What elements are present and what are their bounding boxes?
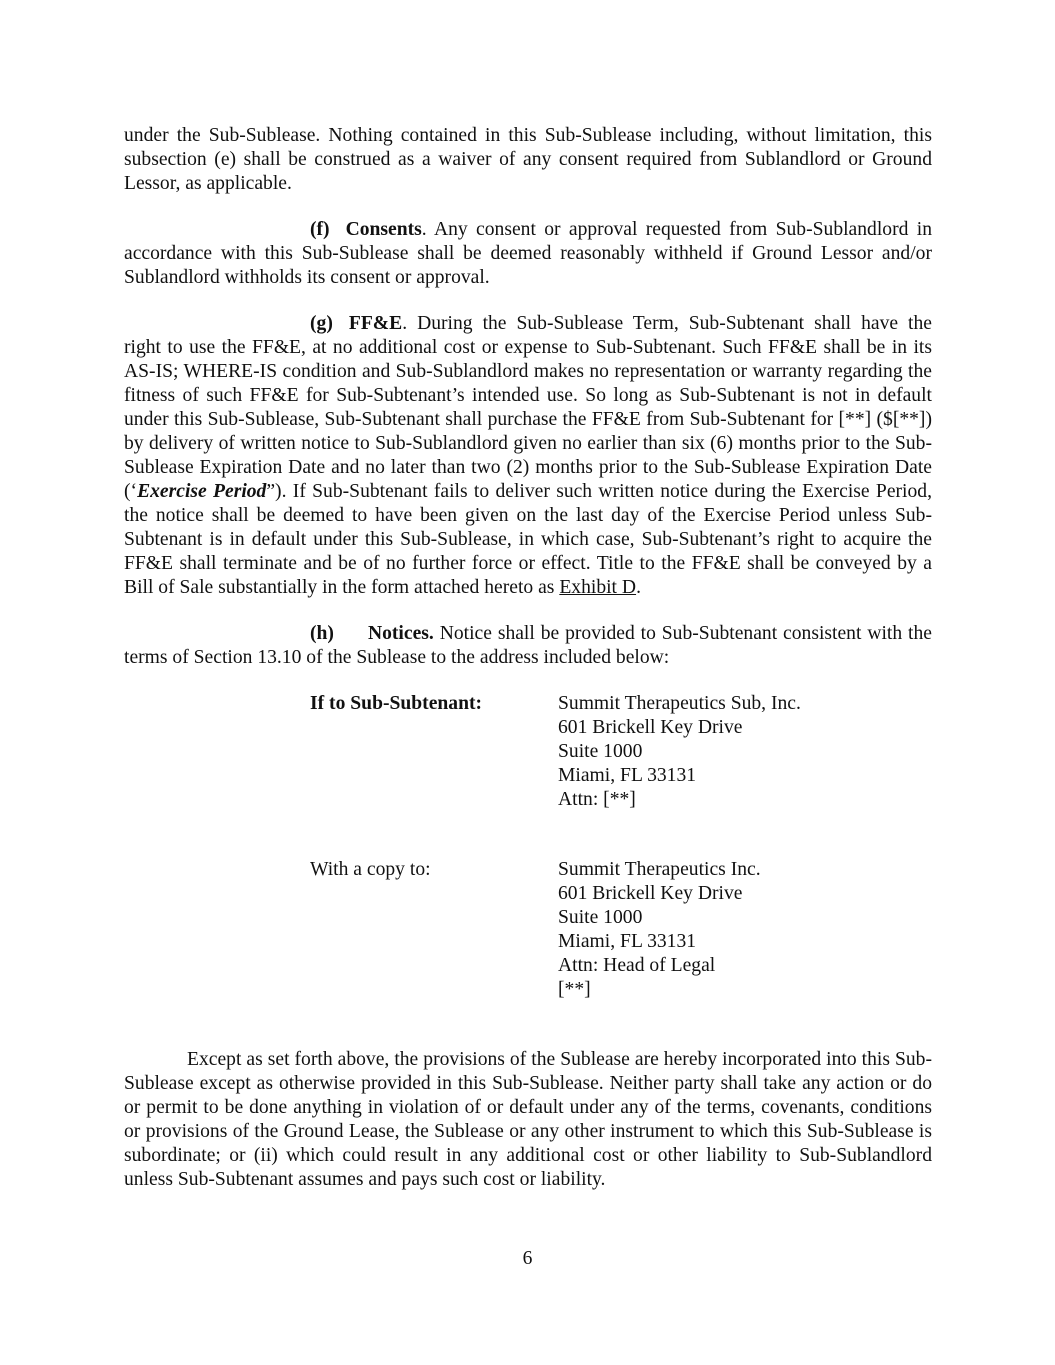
- section-f-letter: (f): [310, 219, 330, 240]
- section-g-letter: (g): [310, 313, 333, 334]
- address-line: Summit Therapeutics Sub, Inc.: [558, 693, 801, 714]
- section-g-text-1: . During the Sub-Sublease Term, Sub-Subtenant shall have the right to use the FF&E, at no additional cost or expense to Sub-Subtenant. Such FF&E shall be in its AS-IS; WHERE-IS condition and Sub-Sublandlord makes no representation or warranty regarding the fitness of such FF&E for Sub-Subtenant’s intended use. So long as Sub-Subtenant is not in default under this Sub-Sublease, Sub-Subtenant shall purchase the FF&E from Sub-Subtenant for [**] ($[**]) by delivery of written notice to Sub-Sublandlord given no earlier than six (6) months prior to the Sub-Sublease Expiration Date and no later than two (2) months prior to the Sub-Sublease Expiration Date (‘: [124, 313, 932, 502]
- section-g-heading: FF&E: [348, 313, 403, 334]
- address-line: Attn: [**]: [558, 789, 636, 810]
- address-line: Miami, FL 33131: [558, 765, 697, 786]
- notice-subtenant-lines: [558, 692, 801, 812]
- exercise-period-term: Exercise Period: [137, 481, 267, 502]
- address-line: Suite 1000: [558, 741, 643, 762]
- section-h-heading: Notices.: [367, 623, 434, 644]
- intro-paragraph: under the Sub-Sublease. Nothing contained in this Sub-Sublease including, without limitation, this subsection (e) shall be construed as a waiver of any consent required from Sublandlord or Ground Lessor, as applicable.: [124, 125, 932, 194]
- exhibit-d-reference: Exhibit D: [559, 577, 637, 598]
- notice-copy-label: With a copy to:: [310, 859, 431, 880]
- address-line: Summit Therapeutics Inc.: [558, 859, 761, 880]
- notice-subtenant-label: If to Sub-Subtenant:: [310, 693, 483, 714]
- section-h-notices: [124, 622, 932, 670]
- section-h-letter: (h): [310, 623, 334, 644]
- address-line: Attn: Head of Legal: [558, 955, 716, 976]
- address-line: [**]: [558, 979, 591, 1000]
- page-number: 6: [522, 1248, 533, 1269]
- address-line: 601 Brickell Key Drive: [558, 883, 743, 904]
- address-line: Suite 1000: [558, 907, 643, 928]
- section-h-text: Notice shall be provided to Sub-Subtenant consistent with the terms of Section 13.10 of the Sublease to the address included below:: [124, 623, 932, 668]
- section-g-text-3: .: [636, 577, 641, 598]
- notice-address-subtenant: [124, 692, 932, 858]
- notice-address-copy: [124, 858, 932, 1048]
- address-line: 601 Brickell Key Drive: [558, 717, 743, 738]
- closing-paragraph: [124, 1048, 932, 1192]
- notice-copy-lines: [558, 858, 761, 1002]
- document-page: [124, 124, 932, 1192]
- section-f-text: . Any consent or approval requested from Sub-Sublandlord in accordance with this Sub-Sublease shall be deemed reasonably withheld if Ground Lessor and/or Sublandlord withholds its consent or approval.: [124, 219, 932, 288]
- address-line: Miami, FL 33131: [558, 931, 697, 952]
- section-f-heading: Consents: [345, 219, 422, 240]
- section-f-consents: [124, 218, 932, 290]
- closing-text: Except as set forth above, the provisions of the Sublease are hereby incorporated into this Sub-Sublease except as otherwise provided in this Sub-Sublease. Neither party shall take any action or do or permit to be done anything in violation of or default under any of the terms, covenants, conditions or provisions of the Ground Lease, the Sublease or any other instrument to which this Sub-Sublease is subordinate; or (ii) which could result in any additional cost or other liability to Sub-Sublandlord unless Sub-Subtenant assumes and pays such cost or liability.: [124, 1049, 932, 1190]
- section-g-ffe: [124, 312, 932, 600]
- section-g-text-2: ”). If Sub-Subtenant fails to deliver such written notice during the Exercise Period, the notice shall be deemed to have been given on the last day of the Exercise Period unless Sub-Subtenant is in default under this Sub-Sublease, in which case, Sub-Subtenant’s right to acquire the FF&E shall terminate and be of no further force or effect. Title to the FF&E shall be conveyed by a Bill of Sale substantially in the form attached hereto as: [124, 481, 932, 598]
